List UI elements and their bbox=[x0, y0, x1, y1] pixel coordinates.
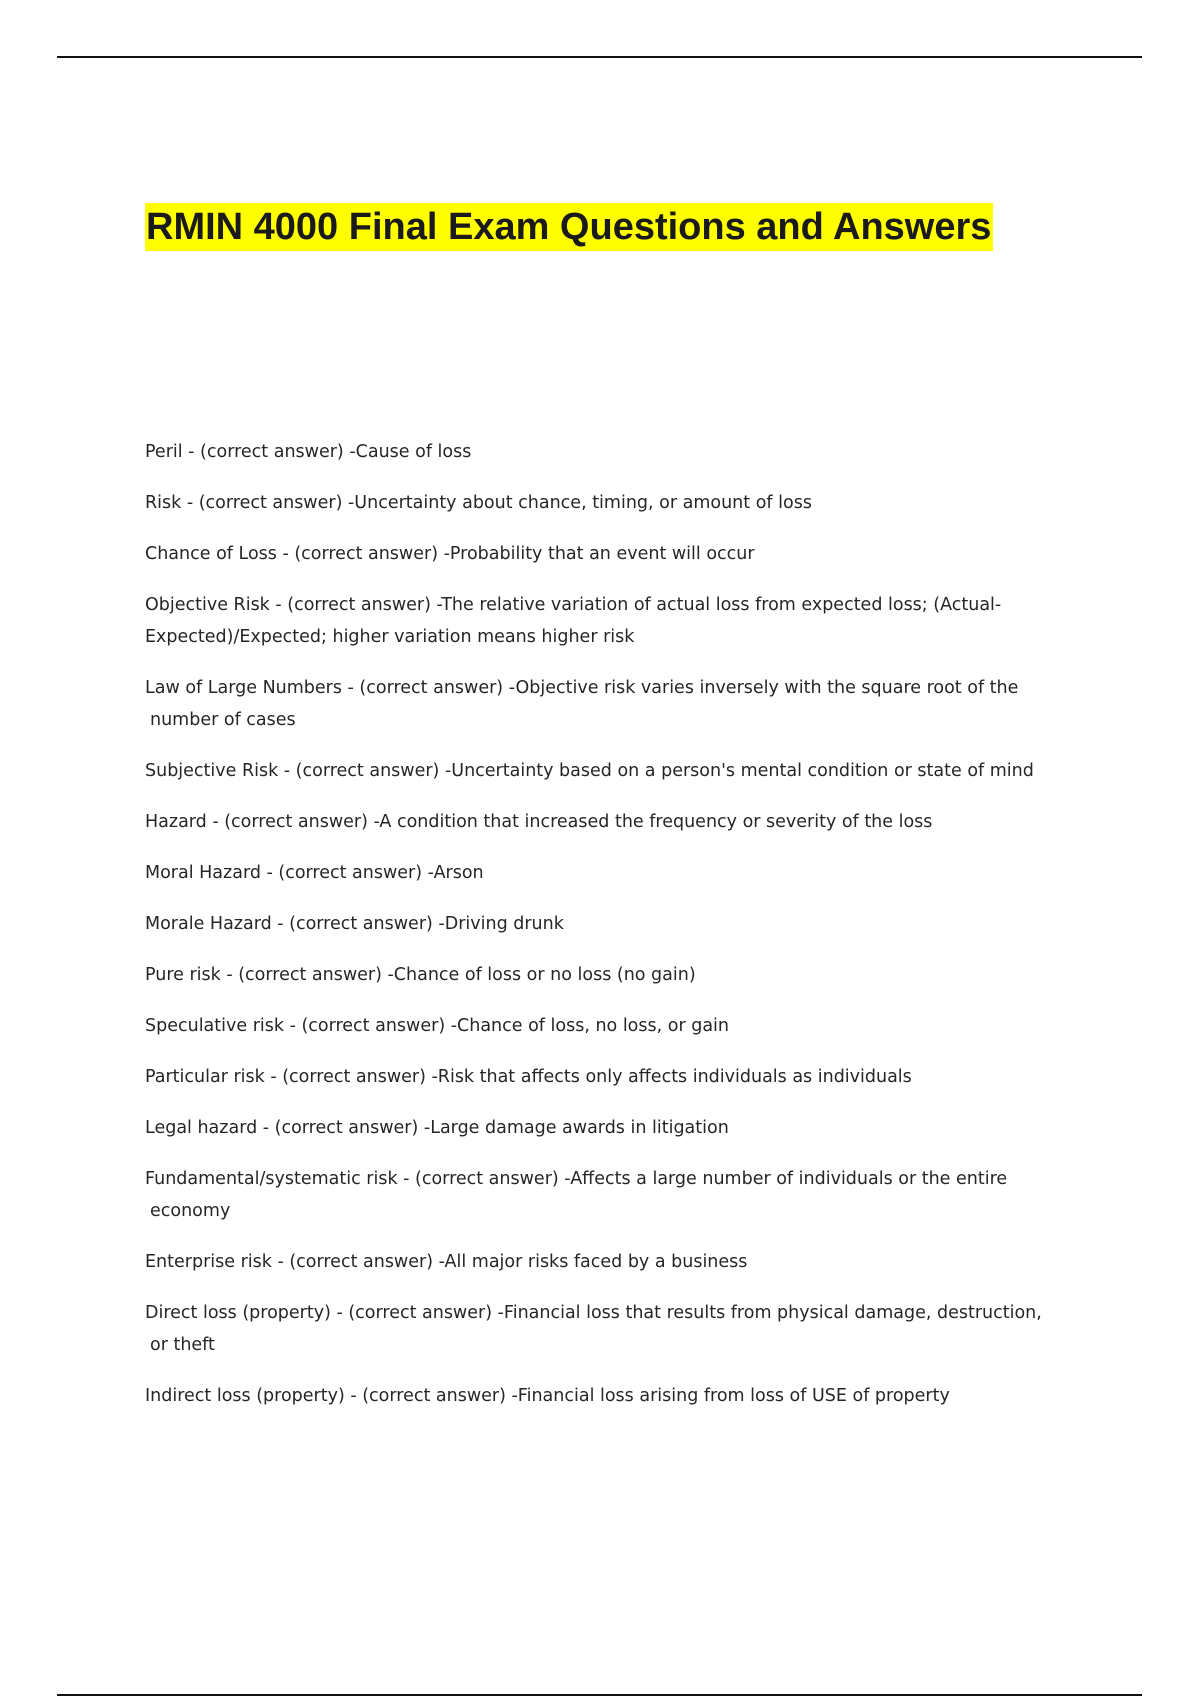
qa-item-text: Subjective Risk - (correct answer) -Uncertainty based on a person's mental condition or state of mind bbox=[145, 761, 1034, 781]
qa-item-continuation: number of cases bbox=[150, 710, 296, 730]
qa-item-continuation: or theft bbox=[150, 1335, 215, 1355]
qa-item-text: Indirect loss (property) - (correct answer) -Financial loss arising from loss of USE of property bbox=[145, 1386, 950, 1406]
qa-item-text: Direct loss (property) - (correct answer) -Financial loss that results from physical damage, destruction, bbox=[145, 1303, 1042, 1323]
qa-item bbox=[145, 857, 1080, 889]
qa-item bbox=[145, 1010, 1080, 1042]
qa-item-text: Law of Large Numbers - (correct answer) -Objective risk varies inversely with the square root of the bbox=[145, 678, 1019, 698]
qa-item-text: Speculative risk - (correct answer) -Chance of loss, no loss, or gain bbox=[145, 1016, 729, 1036]
header-rule bbox=[57, 56, 1142, 58]
qa-item bbox=[145, 1112, 1080, 1144]
qa-item-text: Peril - (correct answer) -Cause of loss bbox=[145, 442, 472, 462]
qa-item-text: Pure risk - (correct answer) -Chance of loss or no loss (no gain) bbox=[145, 965, 696, 985]
qa-item bbox=[145, 908, 1080, 940]
qa-item bbox=[145, 436, 1080, 468]
qa-item-text: Risk - (correct answer) -Uncertainty about chance, timing, or amount of loss bbox=[145, 493, 812, 513]
qa-item-text: Moral Hazard - (correct answer) -Arson bbox=[145, 863, 484, 883]
qa-item-text: Morale Hazard - (correct answer) -Driving drunk bbox=[145, 914, 564, 934]
qa-item-text: Hazard - (correct answer) -A condition that increased the frequency or severity of the loss bbox=[145, 812, 933, 832]
document-title: RMIN 4000 Final Exam Questions and Answers bbox=[145, 203, 993, 251]
qa-item-continuation: economy bbox=[150, 1201, 231, 1221]
qa-item bbox=[145, 755, 1080, 787]
qa-item bbox=[145, 959, 1080, 991]
qa-item bbox=[145, 538, 1080, 570]
qa-item-text: Objective Risk - (correct answer) -The relative variation of actual loss from expected loss; (Actual- bbox=[145, 595, 1002, 615]
qa-item-text: Enterprise risk - (correct answer) -All major risks faced by a business bbox=[145, 1252, 748, 1272]
qa-item-text: Fundamental/systematic risk - (correct answer) -Affects a large number of individuals or the entire bbox=[145, 1169, 1008, 1189]
qa-item-text: Chance of Loss - (correct answer) -Probability that an event will occur bbox=[145, 544, 755, 564]
qa-item bbox=[145, 589, 1080, 653]
qa-item bbox=[145, 487, 1080, 519]
footer-rule bbox=[57, 1694, 1142, 1696]
title-block bbox=[145, 203, 993, 251]
qa-list bbox=[145, 436, 1080, 1431]
qa-item-text: Legal hazard - (correct answer) -Large damage awards in litigation bbox=[145, 1118, 729, 1138]
qa-item bbox=[145, 1163, 1080, 1227]
qa-item-continuation: Expected)/Expected; higher variation means higher risk bbox=[145, 627, 635, 647]
qa-item bbox=[145, 806, 1080, 838]
qa-item-text: Particular risk - (correct answer) -Risk that affects only affects individuals as individuals bbox=[145, 1067, 912, 1087]
qa-item bbox=[145, 1246, 1080, 1278]
qa-item bbox=[145, 1297, 1080, 1361]
qa-item bbox=[145, 1380, 1080, 1412]
qa-item bbox=[145, 672, 1080, 736]
qa-item bbox=[145, 1061, 1080, 1093]
